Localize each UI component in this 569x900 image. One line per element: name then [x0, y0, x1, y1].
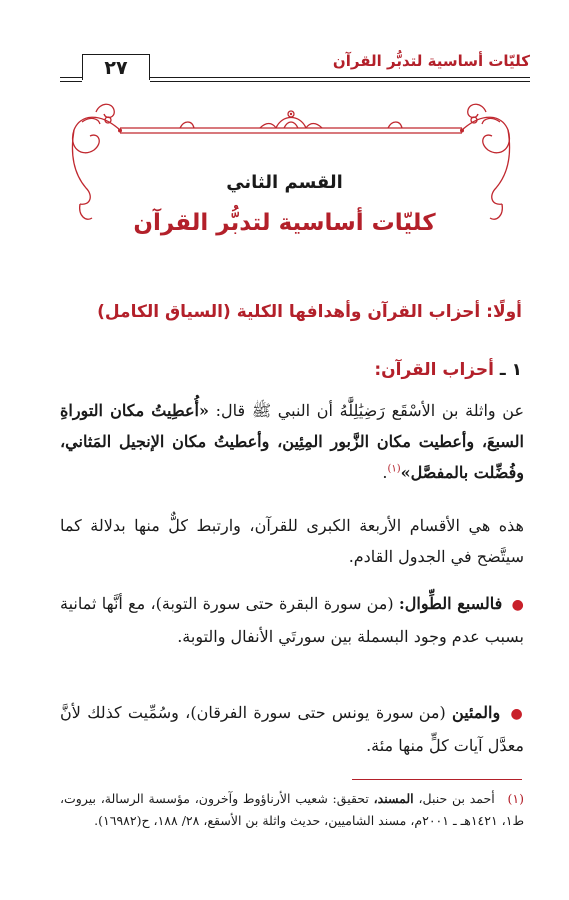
bullet-icon: ●: [511, 597, 525, 613]
heading-subsection: [374, 360, 522, 380]
running-header: [60, 44, 530, 92]
heading-first-part: أولًا: أحزاب القرآن وأهدافها الكلية (السياق الكامل): [97, 302, 522, 322]
hadith-paragraph: [60, 395, 524, 488]
hadith-intro: عن واثلة بن الأسْقَع رَضِيَٰلِلَّٰهُ أن النبي ﷺ قال:: [215, 401, 525, 420]
list-item-term: فالسبع الطِّوال:: [398, 594, 503, 613]
footnote-separator: [352, 779, 522, 780]
heading-subsection-number: ١ ـ: [499, 360, 522, 380]
section-label: القسم الثاني: [226, 172, 343, 193]
footnote-text-after: تحقيق: شعيب الأرناؤوط وآخرون، مؤسسة الرسالة، بيروت، ط١، ١٤٢١هـ ـ ٢٠٠١م، مسند الشاميين، حديث واثلة بن الأسقع، ٢٨/ ١٨٨، ح(١٦٩٨٢).: [60, 791, 524, 828]
body-paragraph: هذه هي الأقسام الأربعة الكبرى للقرآن، وارتبط كلٌّ منها بدلالة كما سيتَّضح في الجدول القادم.: [60, 516, 524, 566]
section-title: كليّات أساسية لتدبُّر القرآن: [133, 210, 436, 236]
page-number: ٢٧: [82, 54, 150, 81]
hadith-quote: «أُعطِيتُ مكان التوراةِ السبعَ، وأعطيت مكان الزَّبور المِئِين، وأعطيتُ مكان الإنجيل المَثاني، وفُضِّلت بالمفصَّل»: [60, 401, 524, 482]
footnote: [60, 788, 524, 832]
heading-subsection-text: أحزاب القرآن:: [374, 360, 494, 380]
hadith-end: .: [382, 463, 388, 482]
list-item-text: (من سورة يونس حتى سورة الفرقان)، وسُمِّيت كذلك لأنَّ معدَّل آيات كلٍّ منها مئة.: [60, 703, 524, 755]
footnote-ref[interactable]: (١): [387, 463, 401, 475]
list-item-text: (من سورة البقرة حتى سورة التوبة)، مع أنَّها ثمانية بسبب عدم وجود البسملة بين سورتَي الأنفال والتوبة.: [60, 594, 524, 646]
footnote-number[interactable]: (١): [507, 791, 525, 806]
running-header-title: كليّات أساسية لتدبُّر القرآن: [332, 52, 530, 70]
bullet-icon: ●: [510, 706, 524, 722]
footnote-source-title: المسند،: [373, 791, 414, 806]
list-item: [60, 697, 524, 761]
list-item-term: والمئين: [452, 703, 501, 722]
list-item: [60, 588, 524, 652]
footnote-text-before: أحمد بن حنبل،: [418, 791, 495, 806]
